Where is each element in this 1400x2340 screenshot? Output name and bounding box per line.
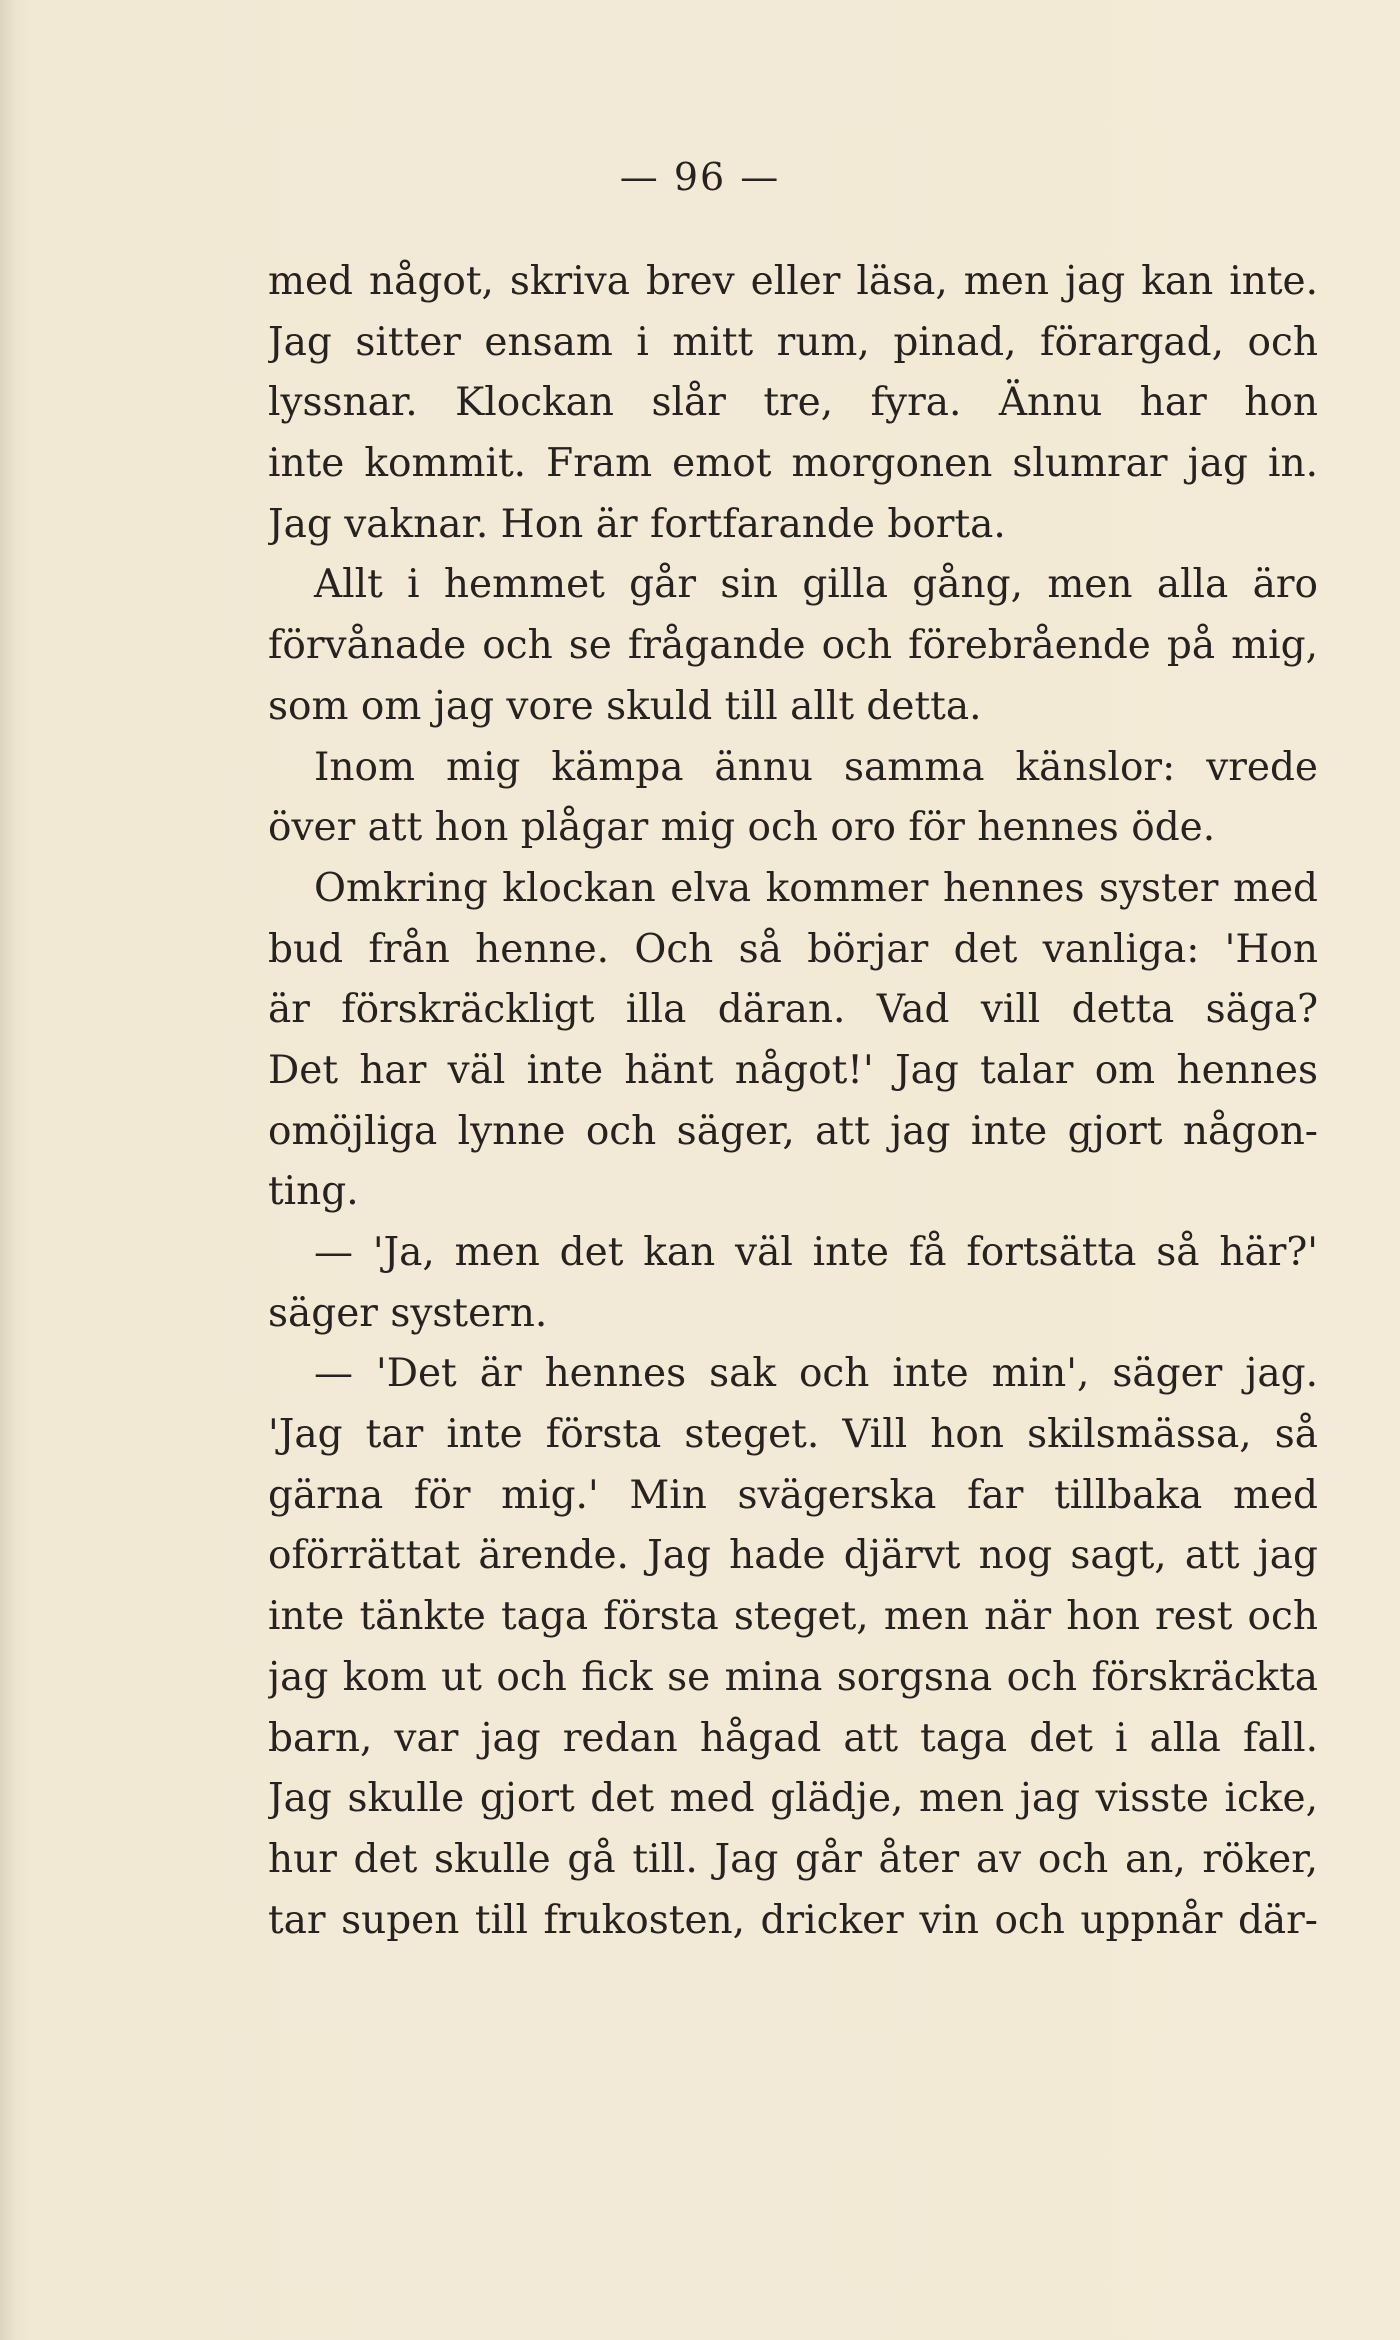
text-line: inte tänkte taga första steget, men när hon rest och	[268, 1594, 1318, 1640]
text-line: — 'Det är hennes sak och inte min', säger jag.	[314, 1351, 1318, 1397]
text-line: Jag skulle gjort det med glädje, men jag visste icke,	[268, 1776, 1318, 1822]
text-line: är förskräckligt illa däran. Vad vill detta säga?	[268, 987, 1318, 1033]
text-line: 'Jag tar inte första steget. Vill hon skilsmässa, så	[268, 1412, 1318, 1458]
text-line: över att hon plågar mig och oro för hennes öde.	[268, 805, 1216, 851]
text-line: barn, var jag redan hågad att taga det i alla fall.	[268, 1715, 1318, 1761]
text-line: tar supen till frukosten, dricker vin och uppnår där-	[268, 1897, 1318, 1943]
text-line: lyssnar. Klockan slår tre, fyra. Ännu har hon	[268, 380, 1318, 426]
text-line: omöjliga lynne och säger, att jag inte gjort någon-	[268, 1108, 1318, 1154]
text-line: jag kom ut och fick se mina sorgsna och förskräckta	[268, 1654, 1318, 1700]
text-line: oförrättat ärende. Jag hade djärvt nog sagt, att jag	[268, 1533, 1318, 1579]
text-line: Allt i hemmet går sin gilla gång, men alla äro	[314, 562, 1318, 608]
text-line: med något, skriva brev eller läsa, men jag kan inte.	[268, 259, 1318, 304]
text-line: Jag vaknar. Hon är fortfarande borta.	[268, 501, 1006, 547]
text-line: ting.	[268, 1169, 359, 1215]
text-line: som om jag vore skuld till allt detta.	[268, 683, 982, 729]
text-line: säger systern.	[268, 1290, 548, 1336]
text-line: Omkring klockan elva kommer hennes syster med	[314, 865, 1318, 911]
text-line: — 'Ja, men det kan väl inte få fortsätta så här?'	[314, 1230, 1318, 1275]
text-line: inte kommit. Fram emot morgonen slumrar jag in.	[268, 441, 1318, 487]
page-number: — 96 —	[619, 155, 781, 199]
text-line: Jag sitter ensam i mitt rum, pinad, förargad, och	[268, 319, 1318, 365]
text-line: gärna för mig.' Min svägerska far tillbaka med	[268, 1472, 1318, 1518]
text-line: Det har väl inte hänt något!' Jag talar om hennes	[268, 1047, 1318, 1093]
text-line: Inom mig kämpa ännu samma känslor: vrede	[314, 744, 1318, 790]
text-line: bud från henne. Och så börjar det vanliga: 'Hon	[268, 926, 1318, 972]
text-line: förvånade och se frågande och förebrående på mig,	[268, 623, 1318, 669]
body-text	[268, 252, 1318, 1951]
text-line: hur det skulle gå till. Jag går åter av och an, röker,	[268, 1836, 1318, 1882]
